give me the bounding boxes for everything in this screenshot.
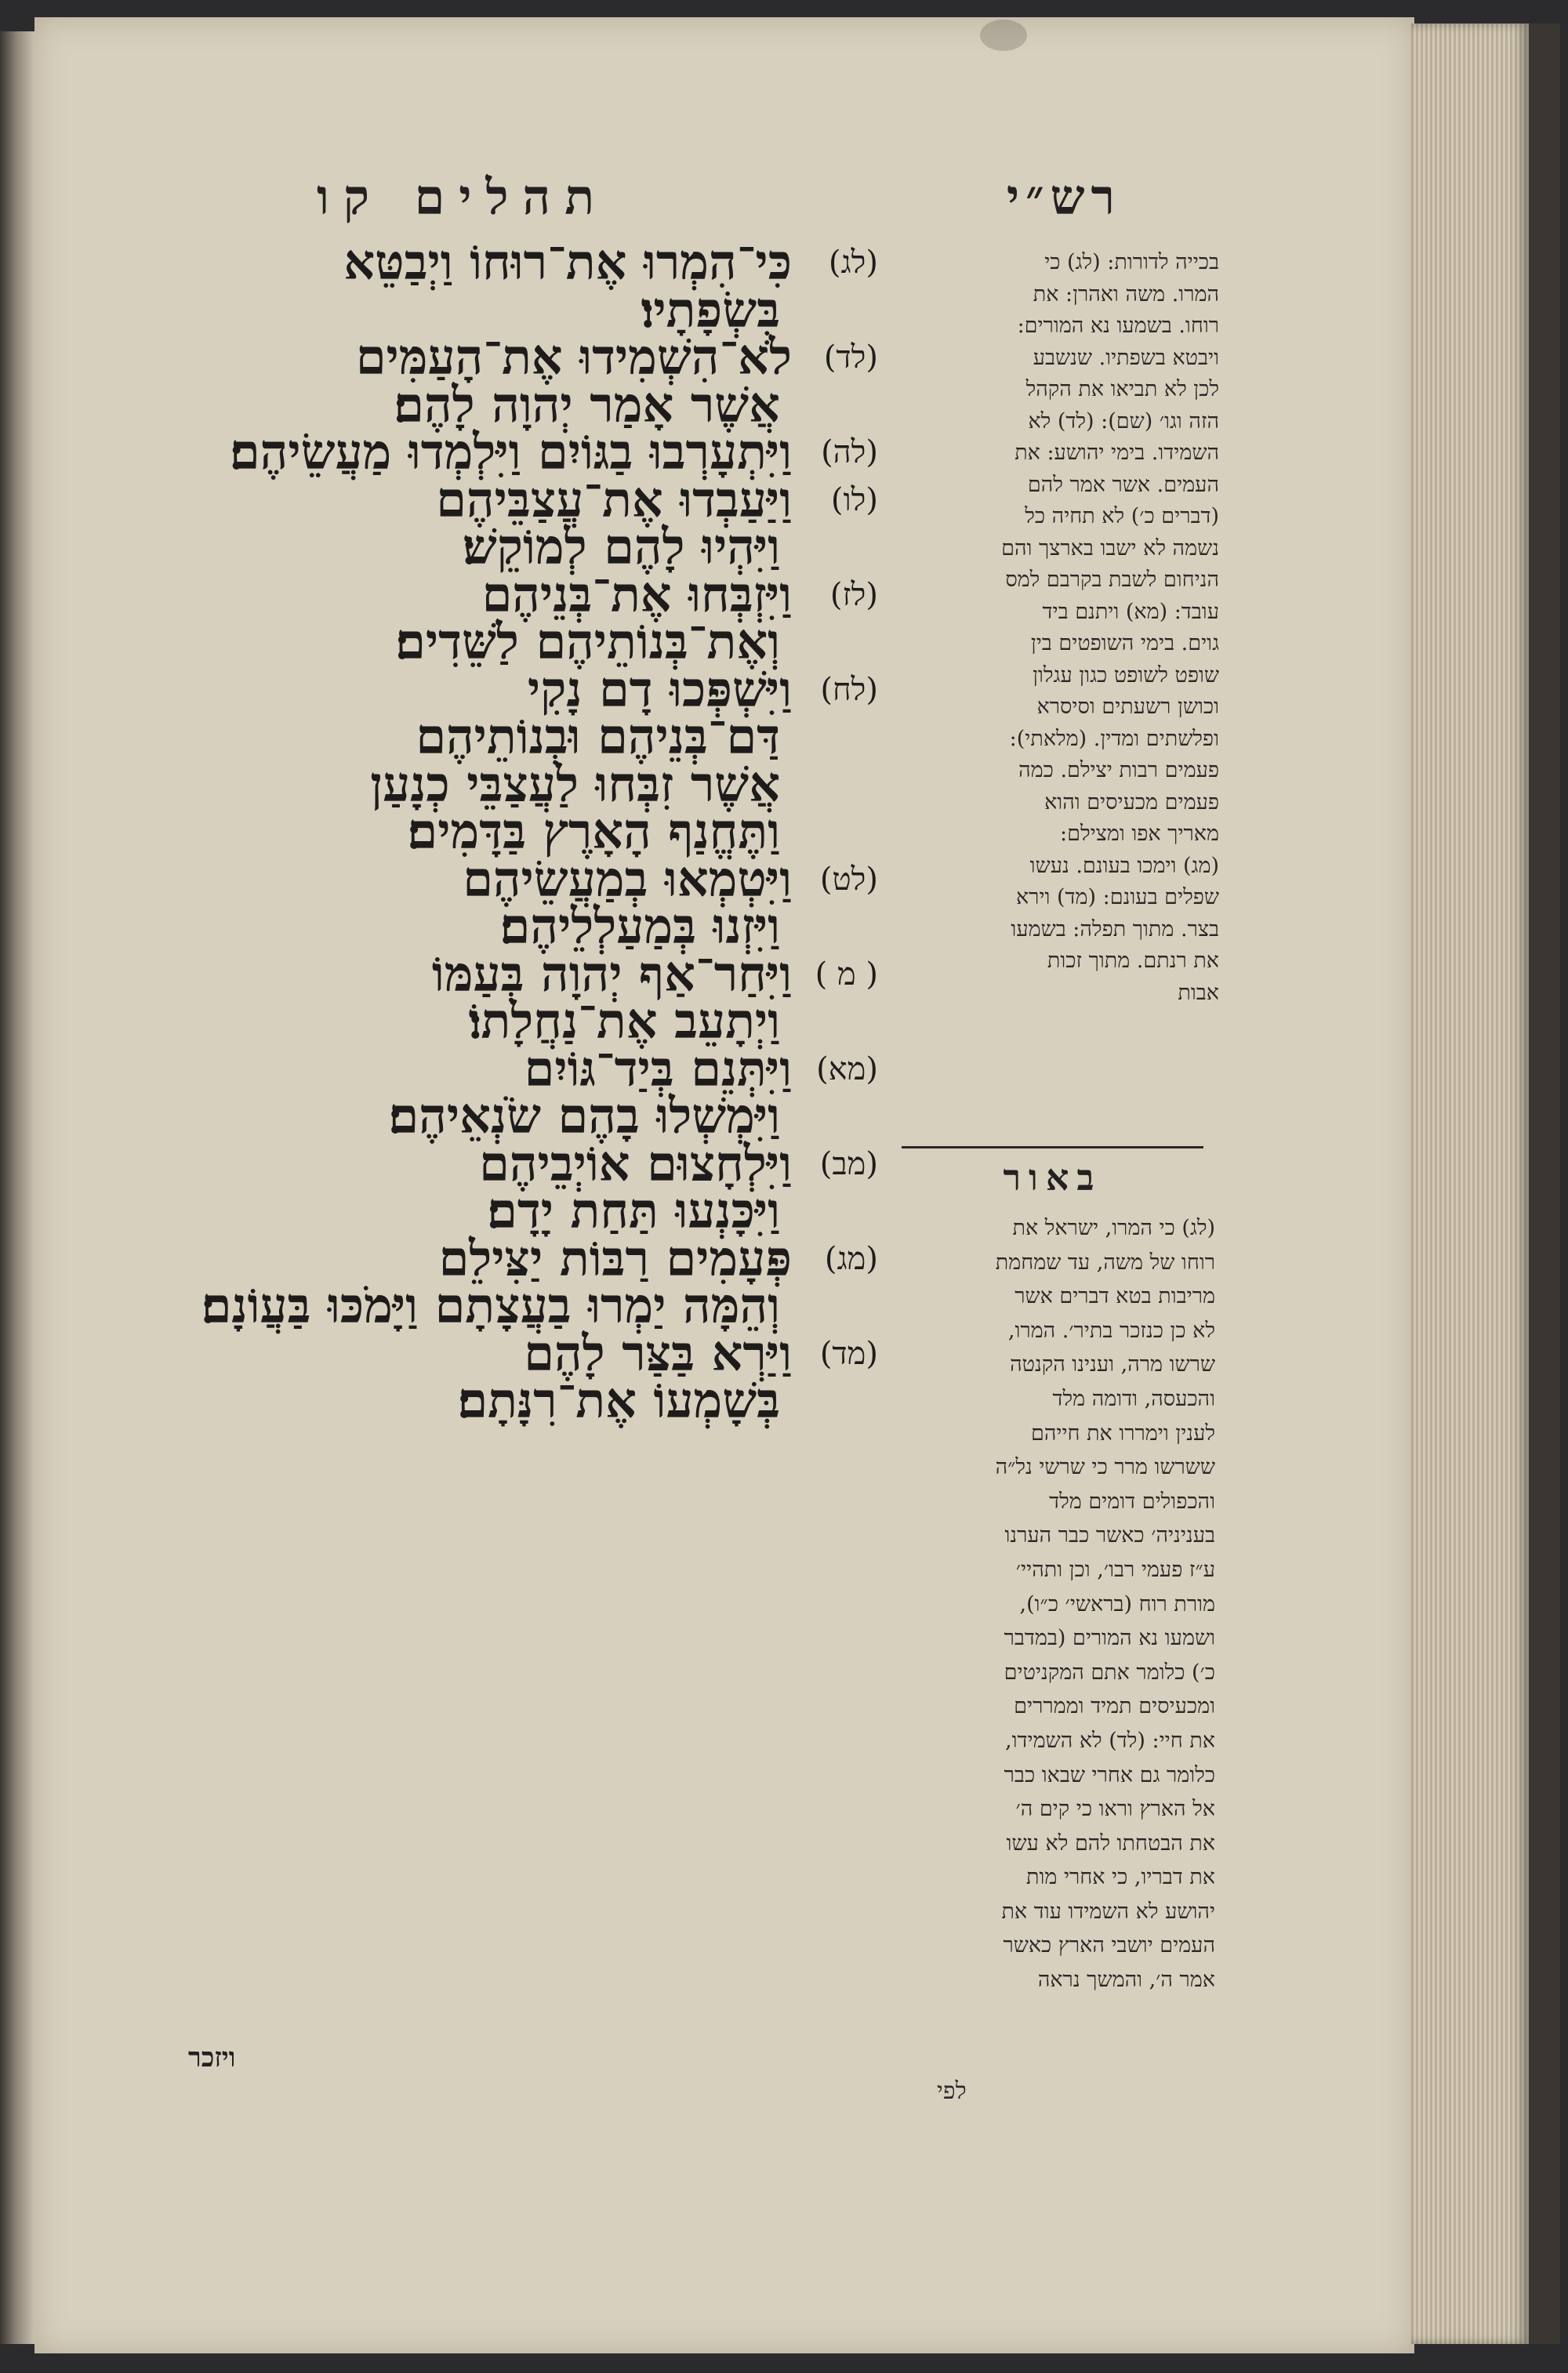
biur-line: כ׳) כלומר אתם המקניטים (1004, 1660, 1215, 1685)
psalm-line (94, 898, 878, 955)
verse-number: (לז) (829, 576, 878, 613)
biur-line: אמר ה׳, והמשך נראה (1037, 1968, 1215, 1993)
rashi-line: לכן לא תביאו את הקהל (1025, 377, 1219, 401)
biur-catchword: לפי (937, 2077, 967, 2105)
psalm-line-text: וַתֶּחֱנַף הָאָרֶץ בַּדָּמִים׃ (407, 803, 780, 860)
verse-number: (מא) (816, 1050, 878, 1087)
biur-line: (לג) כי המרו, ישראל את (1012, 1216, 1215, 1240)
verse-number: (לג) (828, 245, 878, 281)
rashi-line: אבות (1178, 980, 1219, 1005)
rashi-line: מאריך אפו ומצילם: (1060, 822, 1219, 846)
psalm-line-text: וַיְתָעֵב אֶת־נַחֲלָתוֹ׃ (468, 992, 780, 1050)
psalm-line-text: בִּשְׂפָתָיו׃ (641, 281, 780, 339)
psalm-text-column (94, 234, 878, 1429)
psalm-line (94, 518, 878, 575)
biur-line: יהושע לא השמידו עוד את (1001, 1899, 1215, 1924)
rashi-line: השמידו. בימי יהושע: את (1014, 441, 1219, 465)
psalm-line-text: אֲשֶׁר זִבְּחוּ לַעֲצַבֵּי כְנָעַן (370, 755, 780, 813)
biur-line: ששרשו מרר כי שרשי נל״ה (995, 1455, 1215, 1480)
biur-line: שרשו מרה, וענינו הקנטה (1010, 1352, 1215, 1377)
psalm-line (94, 850, 878, 908)
psalm-line (94, 1372, 878, 1429)
rashi-line: הניחום לשבת בקרבם למס (1005, 568, 1219, 592)
psalm-line-text: וְאֶת־בְּנוֹתֵיהֶם לַשֵּׁדִים׃ (395, 613, 780, 670)
psalm-line (94, 755, 878, 813)
divider-rule (902, 1146, 1203, 1148)
verse-number: (לט) (819, 861, 878, 898)
psalm-line-text: וַיִּחַר־אַף יְהוָה בְּעַמּוֹ (431, 945, 792, 1003)
psalm-line (94, 613, 878, 670)
rashi-line: (מג) וימכו בעונם. נעשו (1029, 853, 1219, 878)
verse-number: (מב) (819, 1145, 878, 1182)
psalm-line-text: וַיִּכָּנְעוּ תַּחַת יָדָם׃ (487, 1182, 780, 1239)
psalm-line-text: וַיִּתְעָרְבוּ בַגּוֹיִם וַיִּלְמְדוּ מַעֲשֵׂיהֶם׃ (229, 423, 792, 481)
running-head-psalms: תהלים קו (316, 169, 609, 226)
psalm-line-text: וַיַּרְא בַּצַּר לָהֶם (524, 1324, 792, 1382)
biur-commentary (906, 1211, 1215, 1997)
rashi-line: רוחו. בשמעו נא המורים: (1017, 314, 1219, 338)
psalm-line-text: וַיִּזְנוּ בְּמַעַלְלֵיהֶם׃ (499, 898, 780, 955)
verse-number: (מג) (824, 1240, 878, 1277)
psalm-line (94, 281, 878, 339)
psalm-line (94, 660, 878, 718)
biur-line: את חיי: (לד) לא השמידו, (1005, 1728, 1215, 1753)
psalm-line (94, 708, 878, 765)
psalm-line (94, 1087, 878, 1145)
biur-line: ע״ז פעמי רבו׳, וכן ותהיי׳ (1015, 1557, 1215, 1582)
psalm-line-text: וַיִּזְבְּחוּ אֶת־בְּנֵיהֶם (481, 565, 792, 623)
verse-number: (מד) (819, 1335, 878, 1372)
biur-line: ומכעיסים תמיד וממררים (1014, 1694, 1215, 1719)
psalm-line (94, 470, 878, 528)
biur-line: בעניניה׳ כאשר כבר הערנו (1004, 1523, 1215, 1548)
biur-line: אל הארץ וראו כי קים ה׳ (1015, 1797, 1215, 1822)
psalm-line-text: וַיִּתְּנֵם בְּיַד־גּוֹיִם (524, 1040, 792, 1098)
rashi-line: בכייה לדורות: (לג) כי (1044, 250, 1219, 274)
psalm-line (94, 945, 878, 1003)
psalm-line-text: וַיִּטְמְאוּ בְמַעֲשֵׂיהֶם (463, 850, 792, 908)
rashi-line: גוים. בימי השופטים בין (1030, 631, 1219, 655)
rashi-line: שפלים בעונם: (מד) וירא (1015, 885, 1219, 909)
verse-number: (לו) (830, 481, 878, 518)
biur-line: רוחו של משה, עד שמחמת (995, 1250, 1215, 1275)
biur-line: את הבטחתו להם לא עשו (1006, 1831, 1215, 1856)
psalm-line-text: אֲשֶׁר אָמַר יְהוָה לָהֶם׃ (394, 376, 780, 434)
psalm-line-text: כִּי־הִמְרוּ אֶת־רוּחוֹ וַיְבַטֵּא (343, 234, 792, 291)
biur-line: לא כן כנזכר בתיר׳. המרו, (1007, 1318, 1215, 1343)
rashi-line: ויבטא בשפתיו. שנשבע (1033, 345, 1219, 370)
psalm-line-text: וַיִּלְחָצוּם אוֹיְבֵיהֶם (479, 1134, 792, 1192)
psalm-line (94, 376, 878, 434)
catchword: ויזכר (188, 2042, 236, 2074)
psalm-line-text: וַיִּהְיוּ לָהֶם לְמוֹקֵשׁ׃ (462, 518, 780, 575)
verse-number: (לח) (820, 671, 878, 708)
biur-line: והכעסה, ודומה מלד (1052, 1386, 1215, 1411)
biur-line: ושמעו נא המורים (במדבר (1004, 1626, 1215, 1651)
psalm-line-text: לֹא־הִשְׁמִידוּ אֶת־הָעַמִּים (355, 328, 792, 386)
psalm-line (94, 1040, 878, 1098)
biur-heading: באור (1003, 1156, 1102, 1199)
psalm-line (94, 1277, 878, 1334)
biur-line: מורת רוח (בראשי׳ כ״ו), (1019, 1591, 1215, 1616)
psalm-line-text: וְהֵמָּה יַמְרוּ בַעֲצָתָם וַיָּמֹכּוּ בַּעֲוֹנָם׃ (201, 1277, 780, 1334)
page-stack-edge (1411, 24, 1529, 2344)
psalm-line (94, 234, 878, 291)
psalm-line-text: וַיִּמְשְׁלוּ בָהֶם שֹׂנְאֵיהֶם׃ (388, 1087, 780, 1145)
rashi-line: פעמים מכעיסים והוא (1044, 789, 1219, 815)
biur-line: והכפולים דומים מלד (1049, 1489, 1215, 1514)
psalm-line-text: בְּשָׁמְעוֹ אֶת־רִנָּתָם׃ (457, 1372, 780, 1429)
rashi-line: ופלשתים ומדין. (מלאתי): (1009, 726, 1219, 751)
rashi-line: את רנתם. מתוך זכות (1047, 949, 1219, 973)
rashi-line: (דברים כ׳) לא תחיה כל (1025, 504, 1219, 528)
rashi-line: פעמים רבות יצילם. כמה (1018, 758, 1219, 782)
biur-line: מריבות בטא דברים אשר (1014, 1284, 1215, 1309)
biur-line: כלומר גם אחרי שבאו כבר (1004, 1762, 1215, 1787)
rashi-line: בצר. מתוך תפלה: בשמעו (1011, 916, 1219, 942)
rashi-line: המרו. משה ואהרן: את (1033, 281, 1219, 307)
psalm-line-text: דַּם־בְּנֵיהֶם וּבְנוֹתֵיהֶם (416, 708, 780, 765)
psalm-line (94, 1229, 878, 1287)
rashi-line: שופט לשופט כגון עגלון (1033, 662, 1219, 688)
rashi-line: העמים. אשר אמר להם (1027, 472, 1219, 497)
psalm-line (94, 1324, 878, 1382)
rashi-line: נשמה לא ישבו בארצך והם (1001, 535, 1219, 561)
rashi-line: וכושן רשעתים וסיסרא (1036, 695, 1219, 719)
psalm-line (94, 992, 878, 1050)
psalm-line-text: פְּעָמִים רַבּוֹת יַצִּילֵם (438, 1229, 792, 1287)
psalm-line (94, 803, 878, 860)
ink-smudge (980, 20, 1027, 51)
biur-line: העמים יושבי הארץ כאשר (1003, 1933, 1215, 1958)
psalm-line (94, 565, 878, 623)
running-head-rashi: רש״י (1006, 169, 1121, 226)
biur-line: לענין וימררו את חייהם (1030, 1421, 1215, 1446)
psalm-line (94, 1134, 878, 1192)
verse-number: (לה) (821, 434, 878, 470)
psalm-line-text: וַיַּעַבְדוּ אֶת־עֲצַבֵּיהֶם (436, 470, 792, 528)
rashi-line: הזה וגו׳ (שם): (לד) לא (1028, 408, 1219, 434)
rashi-commentary (906, 247, 1219, 1009)
biur-line: את דבריו, כי אחרי מות (1025, 1865, 1215, 1890)
psalm-line (94, 423, 878, 481)
psalm-line-text: וַיִּשְׁפְּכוּ דָם נָקִי (527, 660, 792, 718)
verse-number: ( מ ) (815, 956, 878, 992)
psalm-line (94, 328, 878, 386)
verse-number: (לד) (823, 339, 878, 376)
psalm-line (94, 1182, 878, 1239)
rashi-line: עובד: (מא) ויתנם ביד (1042, 599, 1219, 624)
